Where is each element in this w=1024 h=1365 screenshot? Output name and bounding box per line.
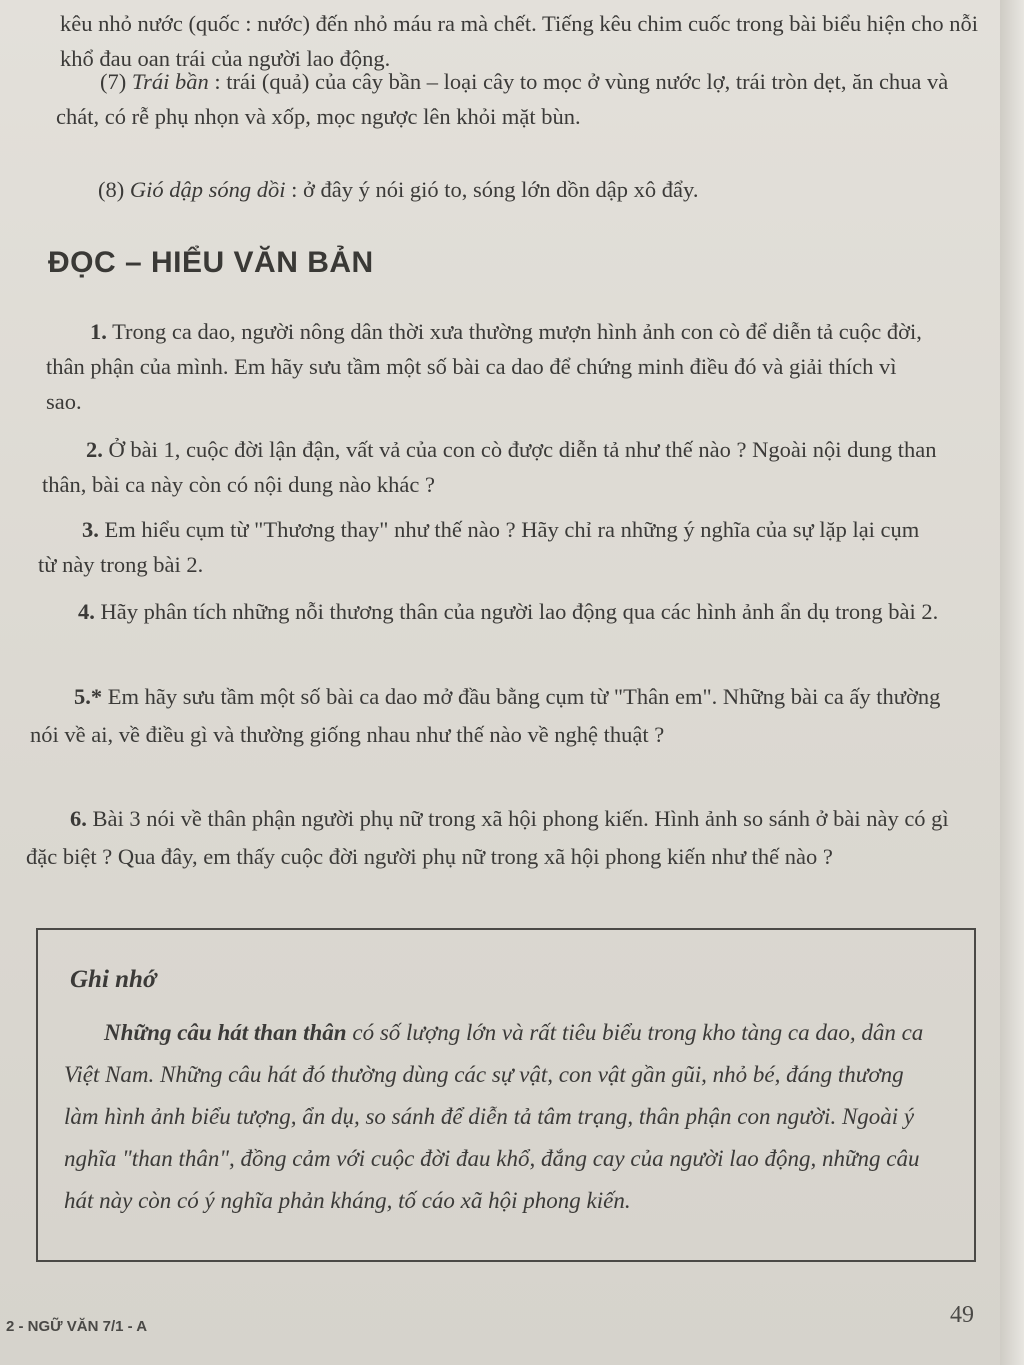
question-3 — [38, 512, 943, 582]
book-code: 2 - NGỮ VĂN 7/1 - A — [6, 1318, 148, 1335]
note-7 — [56, 64, 996, 134]
note-7-text: : trái (quả) của cây bần – loại cây to mọc ở vùng nước lợ, trái tròn dẹt, ăn chua và chát, có rễ phụ nhọn và xốp, mọc ngược lên khỏi mặt bùn. — [56, 69, 949, 129]
memo-body-text: có số lượng lớn và rất tiêu biểu trong kho tàng ca dao, dân ca Việt Nam. Những câu hát đó thường dùng các sự vật, con vật gần gũi, nhỏ bé, đáng thương làm hình ảnh biểu tượng, ẩn dụ, so sánh để diễn tả tâm trạng, thân phận con người. Ngoài ý nghĩa "than thân", đồng cảm với cuộc đời đau khổ, đắng cay của người lao động, những câu hát này còn có ý nghĩa phản kháng, tố cáo xã hội phong kiến. — [64, 1020, 924, 1213]
question-2-number: 2. — [86, 437, 103, 462]
note-8 — [54, 172, 994, 207]
question-4-text: Hãy phân tích những nỗi thương thân của người lao động qua các hình ảnh ẩn dụ trong bài 2. — [94, 599, 939, 624]
question-4-number: 4. — [78, 599, 95, 624]
question-3-text: Em hiểu cụm từ "Thương thay" như thế nào ? Hãy chỉ ra những ý nghĩa của sự lặp lại cụm từ này trong bài 2. — [38, 517, 920, 577]
note-7-number: (7) — [100, 69, 127, 94]
question-5 — [30, 678, 945, 754]
question-6-text: Bài 3 nói về thân phận người phụ nữ trong xã hội phong kiến. Hình ảnh so sánh ở bài này có gì đặc biệt ? Qua đây, em thấy cuộc đời người phụ nữ trong xã hội phong kiến như thế nào ? — [26, 806, 949, 869]
memo-body — [64, 1012, 940, 1222]
question-1-number: 1. — [90, 319, 107, 344]
question-4 — [34, 594, 944, 629]
note-8-number: (8) — [98, 177, 125, 202]
question-6 — [26, 800, 951, 876]
question-2 — [42, 432, 942, 502]
question-1-text: Trong ca dao, người nông dân thời xưa thường mượn hình ảnh con cò để diễn tả cuộc đời, thân phận của mình. Em hãy sưu tầm một số bài ca dao để chứng minh điều đó và giải thích vì sao. — [46, 319, 922, 414]
question-5-number: 5.* — [74, 684, 103, 709]
note-8-text: : ở đây ý nói gió to, sóng lớn dồn dập xô đẩy. — [285, 177, 699, 202]
memo-title: Ghi nhớ — [70, 966, 157, 993]
question-5-text: Em hãy sưu tầm một số bài ca dao mở đầu bằng cụm từ "Thân em". Những bài ca ấy thường nói về ai, về điều gì và thường giống nhau như thế nào về nghệ thuật ? — [30, 684, 941, 747]
memo-bold-lead: Những câu hát than thân — [104, 1020, 347, 1045]
section-heading: ĐỌC – HIỂU VĂN BẢN — [48, 246, 374, 279]
memo-box — [36, 928, 976, 1262]
adjacent-page-edge — [1000, 0, 1024, 1365]
question-2-text: Ở bài 1, cuộc đời lận đận, vất vả của con cò được diễn tả như thế nào ? Ngoài nội dung than thân, bài ca này còn có nội dung nào khác ? — [42, 437, 937, 497]
question-6-number: 6. — [70, 806, 87, 831]
note-continued-text: kêu nhỏ nước (quốc : nước) đến nhỏ máu ra mà chết. Tiếng kêu chim cuốc trong bài biểu hiện cho nỗi khổ đau oan trái của người lao động. — [60, 11, 978, 71]
note-7-term: Trái bần — [131, 69, 209, 94]
question-1 — [46, 314, 936, 419]
page-number: 49 — [950, 1302, 974, 1328]
question-3-number: 3. — [82, 517, 99, 542]
note-8-term: Gió dập sóng dồi — [129, 177, 286, 202]
